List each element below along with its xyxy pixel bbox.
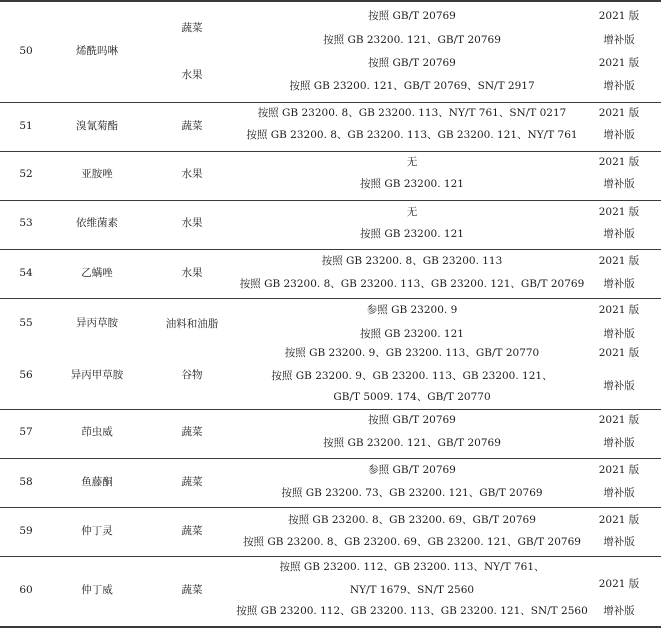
row-number: 52 [19, 168, 33, 180]
food-category: 蔬菜 [181, 426, 203, 438]
standard-version: 增补版 [603, 228, 635, 240]
detection-method: 按照 GB 23200. 8、GB 23200. 113、NY/T 761、SN/T 0217 [257, 107, 567, 119]
standard-version: 增补版 [603, 80, 635, 92]
food-category: 蔬菜 [181, 525, 203, 537]
pesticide-name: 茚虫威 [81, 426, 113, 438]
detection-method: 按照 GB 23200. 121 [360, 328, 464, 340]
table-rule [0, 556, 661, 557]
detection-method: 按照 GB/T 20769 [368, 10, 456, 22]
row-number: 57 [19, 426, 33, 438]
row-number: 51 [19, 120, 33, 132]
row-number: 55 [19, 317, 33, 329]
detection-method: 按照 GB 23200. 9、GB 23200. 113、GB 23200. 121、 [271, 370, 553, 382]
pesticide-name: 亚胺唑 [81, 168, 113, 180]
row-number: 54 [19, 267, 33, 279]
standard-version: 增补版 [603, 437, 635, 449]
detection-method-cont: GB/T 5009. 174、GB/T 20770 [333, 391, 491, 403]
food-category: 水果 [181, 267, 203, 279]
pesticide-name: 依维菌素 [76, 217, 118, 229]
standard-version: 2021 版 [598, 156, 640, 168]
pesticide-name: 烯酰吗啉 [76, 45, 118, 57]
table-rule [0, 507, 661, 508]
table-rule [0, 151, 661, 152]
detection-method: 按照 GB 23200. 8、GB 23200. 113、GB 23200. 121、NY/T 761 [246, 129, 578, 141]
row-number: 58 [19, 476, 33, 488]
food-category: 蔬菜 [181, 120, 203, 132]
standard-version: 增补版 [603, 487, 635, 499]
detection-method: 按照 GB 23200. 121、GB/T 20769、SN/T 2917 [289, 80, 535, 92]
pesticide-name: 乙螨唑 [81, 267, 113, 279]
standard-version: 增补版 [603, 380, 635, 392]
food-category: 水果 [181, 217, 203, 229]
standard-version: 增补版 [603, 536, 635, 548]
detection-method: 无 [406, 206, 418, 218]
detection-method: 按照 GB 23200. 121、GB/T 20769 [323, 34, 501, 46]
standard-version: 增补版 [603, 129, 635, 141]
row-number: 50 [19, 45, 33, 57]
detection-method: 按照 GB 23200. 9、GB 23200. 113、GB/T 20770 [284, 347, 540, 359]
table-rule [0, 0, 661, 2]
detection-method: 按照 GB/T 20769 [368, 57, 456, 69]
detection-method: 参照 GB/T 20769 [368, 464, 456, 476]
standard-version: 2021 版 [598, 347, 640, 359]
pesticide-name: 仲丁灵 [81, 525, 113, 537]
food-category: 油料和油脂 [165, 318, 219, 330]
row-number: 60 [19, 584, 33, 596]
table-rule [0, 102, 661, 103]
standard-version: 增补版 [603, 34, 635, 46]
table-rule [0, 298, 661, 299]
detection-method: 按照 GB 23200. 8、GB 23200. 113、GB 23200. 121、GB/T 20769 [239, 278, 585, 290]
food-category: 水果 [181, 168, 203, 180]
pesticide-name: 鱼藤酮 [81, 476, 113, 488]
table-rule [0, 200, 661, 201]
detection-method: 按照 GB 23200. 121 [360, 228, 464, 240]
detection-method: 按照 GB 23200. 8、GB 23200. 69、GB 23200. 121、GB/T 20769 [243, 536, 581, 548]
standard-version: 2021 版 [598, 578, 640, 590]
standard-version: 2021 版 [598, 514, 640, 526]
detection-method: 按照 GB 23200. 8、GB 23200. 113 [321, 255, 503, 267]
standard-version: 2021 版 [598, 10, 640, 22]
detection-method: 按照 GB 23200. 121 [360, 178, 464, 190]
detection-method: 按照 GB 23200. 112、GB 23200. 113、NY/T 761、 [279, 561, 545, 573]
detection-method: 按照 GB 23200. 121、GB/T 20769 [323, 437, 501, 449]
food-category: 蔬菜 [181, 584, 203, 596]
food-category: 蔬菜 [181, 22, 203, 34]
table-rule [0, 249, 661, 250]
detection-method: 无 [406, 156, 418, 168]
table-rule [0, 458, 661, 459]
standard-version: 2021 版 [598, 107, 640, 119]
standard-version: 增补版 [603, 605, 635, 617]
standard-version: 2021 版 [598, 255, 640, 267]
pesticide-name: 异丙草胺 [76, 317, 118, 329]
standard-version: 2021 版 [598, 414, 640, 426]
row-number: 59 [19, 525, 33, 537]
pesticide-name: 异丙甲草胺 [70, 369, 124, 381]
food-category: 水果 [181, 69, 203, 81]
standard-version: 2021 版 [598, 464, 640, 476]
pesticide-name: 溴氰菊酯 [76, 120, 118, 132]
food-category: 蔬菜 [181, 476, 203, 488]
standard-version: 2021 版 [598, 206, 640, 218]
standard-version: 2021 版 [598, 304, 640, 316]
detection-method: 按照 GB 23200. 112、GB 23200. 113、GB 23200. 121、SN/T 2560 [236, 605, 588, 617]
detection-method: 参照 GB 23200. 9 [366, 304, 458, 316]
detection-method: 按照 GB/T 20769 [368, 414, 456, 426]
row-number: 53 [19, 217, 33, 229]
standard-version: 增补版 [603, 328, 635, 340]
row-number: 56 [19, 369, 33, 381]
detection-method: 按照 GB 23200. 73、GB 23200. 121、GB/T 20769 [281, 487, 543, 499]
standard-version: 增补版 [603, 178, 635, 190]
pesticide-name: 仲丁威 [81, 584, 113, 596]
standard-version: 2021 版 [598, 57, 640, 69]
food-category: 谷物 [181, 369, 203, 381]
detection-method-cont: NY/T 1679、SN/T 2560 [349, 584, 475, 596]
standard-version: 增补版 [603, 278, 635, 290]
table-rule [0, 409, 661, 410]
detection-method: 按照 GB 23200. 8、GB 23200. 69、GB/T 20769 [288, 514, 536, 526]
